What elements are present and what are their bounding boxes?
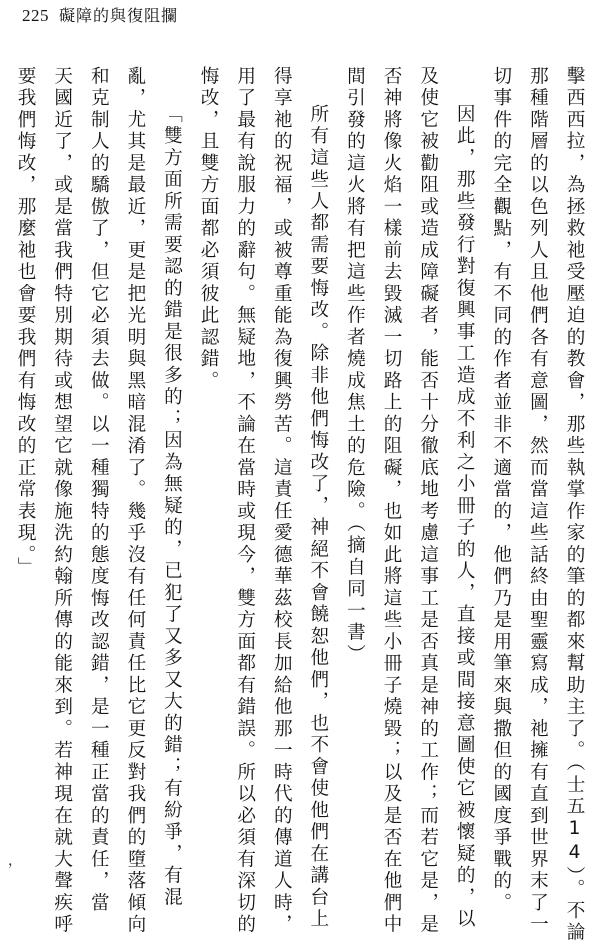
text-column: 和克制人的驕傲了，但它必須去做。以一種獨特的態度悔改認錯，是一種正當的責任，當 — [88, 66, 110, 915]
text-column: 切事件的完全觀點，有不同的作者並非不適當的，他們乃是用筆來與撒但的國度爭戰的。 — [490, 66, 512, 915]
text-column: 擊西西拉，為拯救祂受壓迫的教會，那些執掌作家的筆的都來幫助主了。（士五14）。不論 — [564, 66, 585, 944]
text-column: 悔改，且雙方面都必須彼此認錯。 — [198, 66, 220, 393]
running-title: 礙障的與復阻攔 — [59, 6, 179, 25]
page-header — [22, 6, 178, 26]
text-column: 所有這些人都需要悔改。除非他們悔改了，神絕不會饒恕他們，也不會使他們在講台上 — [307, 104, 329, 931]
margin-mark: ， — [8, 853, 22, 869]
text-column: 亂，尤其是最近，更是把光明與黑暗混淆了。幾乎沒有任何責任比它更反對我們的墮落傾向 — [124, 66, 146, 936]
text-column: 要我們悔改，那麼祂也會要我們有悔改的正常表現。」 — [15, 66, 37, 579]
text-column: 用了最有說服力的辭句。無疑地，不論在當時或現今，雙方面都有錯誤。所以必須有深切的 — [234, 66, 256, 936]
text-column: 那種階層的以色列人且他們各有意圖，然而當這些話終由聖靈寫成，祂擁有直到世界末了一 — [527, 66, 549, 936]
text-column: 及使它被勸阻或造成障礙者，能否十分徹底地考慮這事工是否真是神的工作；而若它是，是 — [417, 66, 439, 936]
text-column: 「雙方面所需要認的錯是很多的；因為無疑的，已犯了又多又大的錯；有紛爭，有混 — [161, 104, 183, 909]
text-column: 因此，那些發行對復興事工造成不利之小冊子的人，直接或間接意圖使它被懷疑的，以 — [454, 104, 476, 931]
text-column: 得享祂的祝福，或被尊重能為復興勞苦。這責任愛德華茲校長加給他那一時代的傳道人時， — [271, 66, 293, 936]
page-number: 225 — [22, 6, 49, 25]
text-column: 否神將像火焰一樣前去毀滅一切路上的阻礙，也如此將這些小冊子燒毀；以及是否在他們中 — [381, 66, 403, 936]
text-column: 間引發的這火將有把這些作者燒成焦土的危險。（摘自同一書） — [344, 66, 366, 666]
vertical-text-body — [15, 66, 592, 944]
text-column: 天國近了，或是當我們特別期待或想望它就像施洗約翰所傳的能來到。若神現在就大聲疾呼 — [51, 66, 73, 936]
